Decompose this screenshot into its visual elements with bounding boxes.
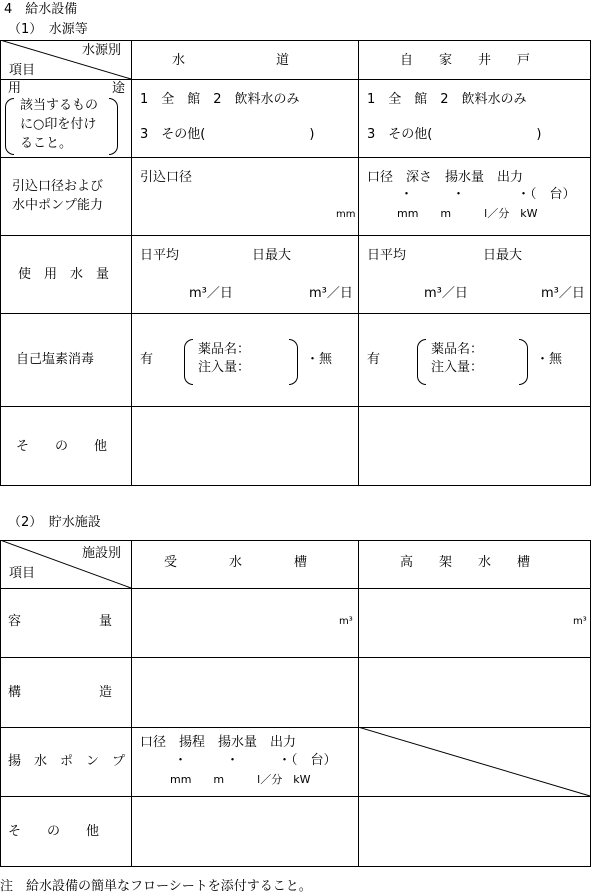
water-c1-unit1: m³／日 <box>189 286 233 301</box>
pump-units: mm m l／分 kW <box>170 773 311 786</box>
chlorine-label: 自己塩素消毒 <box>16 352 95 367</box>
chlorine-c2-yes: 有 <box>367 352 381 367</box>
col-header-water-supply: 水 道 <box>172 53 290 68</box>
col-header-private-well: 自 家 井 戸 <box>400 53 531 68</box>
chlorine-c1-drug: 薬品名： <box>198 342 251 357</box>
pipe-c1-unit: mm <box>336 209 356 220</box>
sub2-title: （2） 貯水施設 <box>8 515 101 530</box>
usage-note-line: 該当するもの <box>20 98 99 113</box>
row-type-label-2: 項目 <box>9 566 36 581</box>
chlorine-c1-yes: 有 <box>140 352 154 367</box>
chlorine-c2-amount: 注入量： <box>431 360 484 375</box>
chlorine-c1-right-bracket <box>289 339 298 385</box>
pump-values: ・ ・ ・（ 台） <box>174 753 337 768</box>
pipe-c1-caliber: 引込口径 <box>140 170 193 185</box>
water-c2-unit1: m³／日 <box>424 286 468 301</box>
usage-c1-line2: 3 その他( ) <box>140 127 315 142</box>
section-title: 4 給水設備 <box>4 2 78 17</box>
row-type-label: 項目 <box>9 63 36 78</box>
pipe-label-line2: 水中ポンプ能力 <box>12 198 104 213</box>
pipe-c2-values: ・ ・ ・（ 台） <box>400 187 576 202</box>
other-label-1: そ の 他 <box>16 439 108 454</box>
chlorine-c1-no: ・無 <box>306 352 333 367</box>
chlorine-c1-amount: 注入量： <box>198 360 251 375</box>
water-c1-unit2: m³／日 <box>309 286 353 301</box>
capacity-c2-unit: m³ <box>573 616 587 627</box>
col-header-receiving-tank: 受 水 槽 <box>164 555 308 570</box>
chlorine-c1-left-bracket <box>184 339 193 385</box>
water-c2-max: 日最大 <box>483 248 523 263</box>
sub1-title: （1） 水源等 <box>8 22 88 37</box>
usage-note-line: に○印を付け <box>20 117 97 132</box>
water-c2-unit2: m³／日 <box>541 286 585 301</box>
pipe-label-line1: 引込口径および <box>12 179 104 194</box>
usage-note-left-bracket <box>5 98 14 155</box>
water-c1-max: 日最大 <box>252 248 292 263</box>
usage-note-right-bracket <box>109 98 118 155</box>
water-c2-avg: 日平均 <box>367 248 407 263</box>
col-header-elevated-tank: 高 架 水 槽 <box>400 555 531 570</box>
capacity-label: 容 量 <box>8 614 113 629</box>
water-usage-label: 使 用 水 量 <box>18 267 110 282</box>
usage-c2-line2: 3 その他( ) <box>367 127 542 142</box>
pump-headers: 口径 揚程 揚水量 出力 <box>140 735 297 750</box>
other-label-2: そ の 他 <box>8 824 100 839</box>
usage-c2-line1: 1 全 館 2 飲料水のみ <box>367 92 527 107</box>
pump-label: 揚 水 ポ ン プ <box>8 754 126 769</box>
footnote: 注 給水設備の簡単なフローシートを添付すること。 <box>0 879 312 894</box>
col-type-label: 水源別 <box>82 43 122 58</box>
chlorine-c2-left-bracket <box>417 339 426 385</box>
structure-label: 構 造 <box>8 685 113 700</box>
usage-c1-line1: 1 全 館 2 飲料水のみ <box>140 92 300 107</box>
capacity-c1-unit: m³ <box>339 616 353 627</box>
pump-c2-diagonal <box>358 727 591 797</box>
chlorine-c2-drug: 薬品名： <box>431 342 484 357</box>
pipe-c2-headers: 口径 深さ 揚水量 出力 <box>367 170 524 185</box>
chlorine-c2-no: ・無 <box>536 352 563 367</box>
pipe-c2-units: mm m l／分 kW <box>397 207 538 220</box>
usage-note-line: ること。 <box>20 136 73 151</box>
usage-label: 用 途 <box>8 81 126 96</box>
col-type-label-2: 施設別 <box>82 546 122 561</box>
chlorine-c2-right-bracket <box>519 339 528 385</box>
water-c1-avg: 日平均 <box>140 248 180 263</box>
